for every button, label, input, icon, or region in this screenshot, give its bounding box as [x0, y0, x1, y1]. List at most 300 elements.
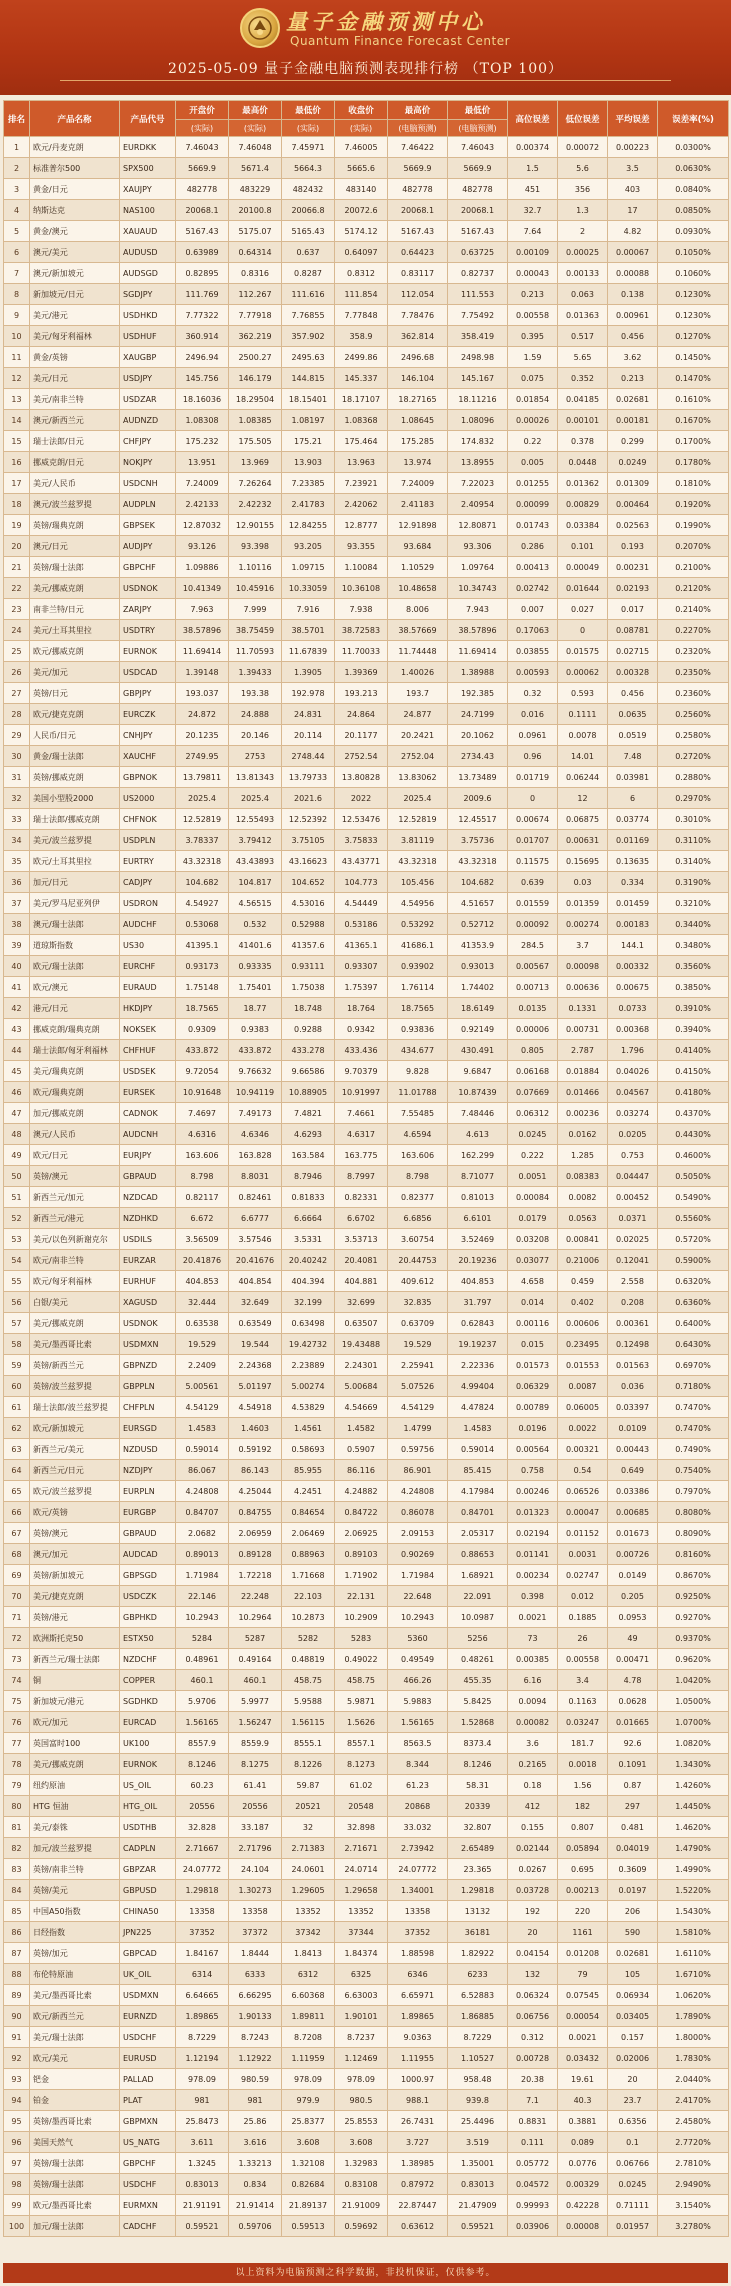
- cell-close: 25.8553: [335, 2111, 388, 2132]
- cell-pred-low: 4.99404: [448, 1376, 508, 1397]
- cell-avg-error: 0.6356: [608, 2111, 658, 2132]
- cell-product-code: CADPLN: [120, 1838, 176, 1859]
- cell-product-name: 美元/墨西哥比索: [30, 1985, 120, 2006]
- table-row: [4, 221, 729, 242]
- cell-low: 20066.8: [282, 200, 335, 221]
- cell-low-error: 5.6: [558, 158, 608, 179]
- cell-product-name: 欧元/土耳其里拉: [30, 851, 120, 872]
- cell-product-code: AUDCNH: [120, 1124, 176, 1145]
- cell-close: 10.91997: [335, 1082, 388, 1103]
- cell-pred-high: 1.11955: [388, 2048, 448, 2069]
- cell-product-name: 欧元/波兰兹罗提: [30, 1481, 120, 1502]
- cell-high: 20.146: [229, 725, 282, 746]
- cell-avg-error: 0.03405: [608, 2006, 658, 2027]
- cell-high: 61.41: [229, 1775, 282, 1796]
- cell-low: 0.58693: [282, 1439, 335, 1460]
- cell-product-code: EURCAD: [120, 1712, 176, 1733]
- cell-product-code: USDPLN: [120, 830, 176, 851]
- cell-low: 404.394: [282, 1271, 335, 1292]
- cell-high-error: 0.155: [508, 1817, 558, 1838]
- table-row: [4, 851, 729, 872]
- table-row: [4, 1271, 729, 1292]
- cell-rank: 3: [4, 179, 30, 200]
- cell-low-error: 220: [558, 1901, 608, 1922]
- cell-low: 38.5701: [282, 620, 335, 641]
- cell-close: 1.29658: [335, 1880, 388, 1901]
- cell-close: 483140: [335, 179, 388, 200]
- cell-low-error: 0.01208: [558, 1943, 608, 1964]
- table-row: [4, 1376, 729, 1397]
- table-row: [4, 410, 729, 431]
- cell-high: 1.10116: [229, 557, 282, 578]
- table-row: [4, 683, 729, 704]
- cell-high: 37372: [229, 1922, 282, 1943]
- cell-low: 2.23889: [282, 1355, 335, 1376]
- table-row: [4, 641, 729, 662]
- cell-low-error: 0.01575: [558, 641, 608, 662]
- cell-error-rate: 0.8090%: [658, 1523, 729, 1544]
- cell-low-error: 0.089: [558, 2132, 608, 2153]
- cell-open: 4.54129: [176, 1397, 229, 1418]
- cell-product-name: 新西兰元/加元: [30, 1187, 120, 1208]
- cell-avg-error: 4.78: [608, 1670, 658, 1691]
- cell-product-code: GBPMXN: [120, 2111, 176, 2132]
- cell-high-error: 0.07669: [508, 1082, 558, 1103]
- table-row: [4, 1775, 729, 1796]
- cell-pred-high: 5360: [388, 1628, 448, 1649]
- cell-pred-low: 430.491: [448, 1040, 508, 1061]
- cell-high-error: 0.01141: [508, 1544, 558, 1565]
- cell-open: 1.56165: [176, 1712, 229, 1733]
- table-row: [4, 1796, 729, 1817]
- cell-avg-error: 0.00961: [608, 305, 658, 326]
- cell-close: 18.764: [335, 998, 388, 1019]
- cell-avg-error: 0.208: [608, 1292, 658, 1313]
- cell-high-error: 132: [508, 1964, 558, 1985]
- cell-rank: 54: [4, 1250, 30, 1271]
- cell-pred-low: 10.34743: [448, 578, 508, 599]
- cell-pred-low: 6233: [448, 1964, 508, 1985]
- cell-open: 0.48961: [176, 1649, 229, 1670]
- cell-open: 11.69414: [176, 641, 229, 662]
- cell-open: 38.57896: [176, 620, 229, 641]
- cell-product-name: 美元/泰铢: [30, 1817, 120, 1838]
- cell-rank: 80: [4, 1796, 30, 1817]
- cell-high-error: 0.00789: [508, 1397, 558, 1418]
- cell-pred-low: 0.88653: [448, 1544, 508, 1565]
- cell-pred-low: 0.84701: [448, 1502, 508, 1523]
- cell-product-code: UK100: [120, 1733, 176, 1754]
- cell-high-error: 0.02194: [508, 1523, 558, 1544]
- cell-open: 2025.4: [176, 788, 229, 809]
- cell-high: 0.64314: [229, 242, 282, 263]
- table-row: [4, 1754, 729, 1775]
- cell-avg-error: 0.00685: [608, 1502, 658, 1523]
- cell-open: 24.872: [176, 704, 229, 725]
- cell-close: 0.9342: [335, 1019, 388, 1040]
- cell-open: 25.8473: [176, 2111, 229, 2132]
- cell-close: 12.53476: [335, 809, 388, 830]
- cell-rank: 9: [4, 305, 30, 326]
- cell-product-name: 加元/挪威克朗: [30, 1103, 120, 1124]
- cell-pred-high: 7.24009: [388, 473, 448, 494]
- cell-pred-high: 20.44753: [388, 1250, 448, 1271]
- cell-product-name: 挪威克朗/瑞典克朗: [30, 1019, 120, 1040]
- cell-high: 2.06959: [229, 1523, 282, 1544]
- cell-product-code: XAUCHF: [120, 746, 176, 767]
- cell-avg-error: 0.00231: [608, 557, 658, 578]
- cell-low-error: 0.0082: [558, 1187, 608, 1208]
- table-row: [4, 1859, 729, 1880]
- cell-error-rate: 0.7490%: [658, 1439, 729, 1460]
- cell-rank: 39: [4, 935, 30, 956]
- cell-product-code: AUDNZD: [120, 410, 176, 431]
- cell-rank: 70: [4, 1586, 30, 1607]
- cell-pred-low: 4.613: [448, 1124, 508, 1145]
- cell-close: 7.938: [335, 599, 388, 620]
- cell-product-code: EURHUF: [120, 1271, 176, 1292]
- cell-product-name: 英镑/瑞典克朗: [30, 515, 120, 536]
- cell-low-error: 0.08383: [558, 1166, 608, 1187]
- cell-rank: 11: [4, 347, 30, 368]
- cell-close: 0.8312: [335, 263, 388, 284]
- cell-error-rate: 0.2070%: [658, 536, 729, 557]
- cell-high-error: 1.59: [508, 347, 558, 368]
- cell-close: 433.436: [335, 1040, 388, 1061]
- cell-low-error: 0.00062: [558, 662, 608, 683]
- cell-pred-low: 958.48: [448, 2069, 508, 2090]
- cell-high: 20556: [229, 1796, 282, 1817]
- cell-pred-high: 105.456: [388, 872, 448, 893]
- cell-avg-error: 0.0109: [608, 1418, 658, 1439]
- cell-open: 360.914: [176, 326, 229, 347]
- cell-open: 13358: [176, 1901, 229, 1922]
- cell-pred-high: 13.974: [388, 452, 448, 473]
- cell-close: 1.84374: [335, 1943, 388, 1964]
- cell-high: 19.544: [229, 1334, 282, 1355]
- cell-avg-error: 0.00464: [608, 494, 658, 515]
- table-row: [4, 956, 729, 977]
- cell-high-error: 0.00099: [508, 494, 558, 515]
- cell-product-name: 欧元/瑞典克朗: [30, 1082, 120, 1103]
- cell-rank: 44: [4, 1040, 30, 1061]
- cell-close: 458.75: [335, 1670, 388, 1691]
- cell-pred-high: 93.684: [388, 536, 448, 557]
- cell-close: 0.63507: [335, 1313, 388, 1334]
- cell-avg-error: 0.00067: [608, 242, 658, 263]
- cell-product-code: USDNOK: [120, 1313, 176, 1334]
- cell-high: 2753: [229, 746, 282, 767]
- cell-avg-error: 0.0953: [608, 1607, 658, 1628]
- cell-product-code: US_OIL: [120, 1775, 176, 1796]
- cell-close: 0.59692: [335, 2216, 388, 2237]
- cell-rank: 69: [4, 1565, 30, 1586]
- cell-high: 1.39433: [229, 662, 282, 683]
- cell-product-code: USDCAD: [120, 662, 176, 683]
- cell-rank: 32: [4, 788, 30, 809]
- cell-product-code: XAUAUD: [120, 221, 176, 242]
- cell-high-error: 0.00092: [508, 914, 558, 935]
- cell-avg-error: 0.1091: [608, 1754, 658, 1775]
- cell-product-code: NZDCAD: [120, 1187, 176, 1208]
- cell-low-error: 0.07545: [558, 1985, 608, 2006]
- cell-pred-high: 22.87447: [388, 2195, 448, 2216]
- cell-error-rate: 0.7970%: [658, 1481, 729, 1502]
- cell-high: 24.104: [229, 1859, 282, 1880]
- cell-pred-high: 33.032: [388, 1817, 448, 1838]
- cell-rank: 58: [4, 1334, 30, 1355]
- cell-low: 0.52988: [282, 914, 335, 935]
- cell-open: 8.7229: [176, 2027, 229, 2048]
- cell-rank: 59: [4, 1355, 30, 1376]
- cell-product-code: EURCHF: [120, 956, 176, 977]
- cell-pred-high: 1.76114: [388, 977, 448, 998]
- cell-product-name: 美元/人民币: [30, 473, 120, 494]
- cell-pred-low: 145.167: [448, 368, 508, 389]
- cell-avg-error: 0.649: [608, 1460, 658, 1481]
- cell-high: 13.969: [229, 452, 282, 473]
- cell-rank: 57: [4, 1313, 30, 1334]
- cell-product-name: 日经指数: [30, 1922, 120, 1943]
- cell-product-code: NZDCHF: [120, 1649, 176, 1670]
- cell-high: 0.89128: [229, 1544, 282, 1565]
- cell-product-name: 英镑/日元: [30, 683, 120, 704]
- cell-high-error: 0.007: [508, 599, 558, 620]
- cell-high-error: 0.06329: [508, 1376, 558, 1397]
- cell-product-name: 加元/瑞士法郎: [30, 2216, 120, 2237]
- cell-close: 11.70033: [335, 641, 388, 662]
- cell-close: 1.90101: [335, 2006, 388, 2027]
- cell-close: 0.82331: [335, 1187, 388, 1208]
- cell-high: 10.2964: [229, 1607, 282, 1628]
- cell-close: 61.02: [335, 1775, 388, 1796]
- cell-pred-high: 20868: [388, 1796, 448, 1817]
- cell-high: 1.12922: [229, 2048, 282, 2069]
- cell-error-rate: 0.1450%: [658, 347, 729, 368]
- cell-high-error: 0.17063: [508, 620, 558, 641]
- header-banner: [0, 0, 731, 95]
- cell-open: 43.32318: [176, 851, 229, 872]
- cell-avg-error: 0.03274: [608, 1103, 658, 1124]
- cell-rank: 96: [4, 2132, 30, 2153]
- cell-high: 3.79412: [229, 830, 282, 851]
- cell-low: 43.16623: [282, 851, 335, 872]
- table-row: [4, 914, 729, 935]
- cell-high: 32.649: [229, 1292, 282, 1313]
- cell-product-name: 欧元/澳元: [30, 977, 120, 998]
- cell-open: 1.39148: [176, 662, 229, 683]
- cell-close: 2499.86: [335, 347, 388, 368]
- cell-low: 10.2873: [282, 1607, 335, 1628]
- cell-pred-high: 3.727: [388, 2132, 448, 2153]
- cell-product-name: 铂金: [30, 2090, 120, 2111]
- cell-low-error: 0.0776: [558, 2153, 608, 2174]
- table-row: [4, 1733, 729, 1754]
- cell-high: 5.01197: [229, 1376, 282, 1397]
- cell-close: 5.00684: [335, 1376, 388, 1397]
- cell-high: 43.43893: [229, 851, 282, 872]
- cell-pred-high: 163.606: [388, 1145, 448, 1166]
- cell-low-error: 0.01644: [558, 578, 608, 599]
- cell-pred-low: 0.82737: [448, 263, 508, 284]
- cell-pred-low: 111.553: [448, 284, 508, 305]
- cell-high-error: 0.00043: [508, 263, 558, 284]
- cell-low: 6.60368: [282, 1985, 335, 2006]
- cell-rank: 2: [4, 158, 30, 179]
- header-low-error: 低位误差: [558, 101, 608, 137]
- cell-product-code: CNHJPY: [120, 725, 176, 746]
- cell-close: 5174.12: [335, 221, 388, 242]
- cell-error-rate: 1.7890%: [658, 2006, 729, 2027]
- cell-open: 10.2943: [176, 1607, 229, 1628]
- cell-avg-error: 4.82: [608, 221, 658, 242]
- cell-avg-error: 0.00443: [608, 1439, 658, 1460]
- cell-product-code: UK_OIL: [120, 1964, 176, 1985]
- cell-open: 482778: [176, 179, 229, 200]
- cell-high: 10.94119: [229, 1082, 282, 1103]
- table-row: [4, 1817, 729, 1838]
- cell-product-code: USDRON: [120, 893, 176, 914]
- cell-avg-error: 0.02715: [608, 641, 658, 662]
- cell-high-error: 0.639: [508, 872, 558, 893]
- cell-high-error: 284.5: [508, 935, 558, 956]
- cell-open: 2496.94: [176, 347, 229, 368]
- cell-error-rate: 0.0930%: [658, 221, 729, 242]
- cell-error-rate: 0.1230%: [658, 284, 729, 305]
- cell-error-rate: 1.3430%: [658, 1754, 729, 1775]
- cell-avg-error: 0.71111: [608, 2195, 658, 2216]
- cell-pred-low: 1.08096: [448, 410, 508, 431]
- cell-pred-high: 3.60754: [388, 1229, 448, 1250]
- cell-high: 5671.4: [229, 158, 282, 179]
- table-row: [4, 2153, 729, 2174]
- cell-error-rate: 0.6360%: [658, 1292, 729, 1313]
- cell-close: 2.42062: [335, 494, 388, 515]
- cell-low-error: 0.101: [558, 536, 608, 557]
- cell-low-error: 0.3881: [558, 2111, 608, 2132]
- cell-avg-error: 0.481: [608, 1817, 658, 1838]
- cell-high: 93.398: [229, 536, 282, 557]
- cell-product-name: 英镑/澳元: [30, 1166, 120, 1187]
- table-row: [4, 2069, 729, 2090]
- cell-avg-error: 0.02006: [608, 2048, 658, 2069]
- cell-low: 5282: [282, 1628, 335, 1649]
- cell-product-name: 欧元/加元: [30, 1712, 120, 1733]
- cell-product-name: 新加坡元/日元: [30, 284, 120, 305]
- cell-product-code: GBPNOK: [120, 767, 176, 788]
- cell-low: 7.76855: [282, 305, 335, 326]
- cell-high-error: 0.00567: [508, 956, 558, 977]
- table-row: [4, 1502, 729, 1523]
- cell-pred-high: 466.26: [388, 1670, 448, 1691]
- cell-rank: 86: [4, 1922, 30, 1943]
- cell-product-code: EURNOK: [120, 641, 176, 662]
- table-row: [4, 830, 729, 851]
- table-row: [4, 872, 729, 893]
- cell-pred-high: 1.08645: [388, 410, 448, 431]
- cell-low: 192.978: [282, 683, 335, 704]
- cell-low: 1.56115: [282, 1712, 335, 1733]
- cell-high-error: 0.213: [508, 284, 558, 305]
- cell-high: 8.8031: [229, 1166, 282, 1187]
- cell-pred-high: 41686.1: [388, 935, 448, 956]
- cell-close: 18.17107: [335, 389, 388, 410]
- cell-error-rate: 0.9620%: [658, 1649, 729, 1670]
- cell-open: 0.9309: [176, 1019, 229, 1040]
- cell-high-error: 0.0094: [508, 1691, 558, 1712]
- cell-error-rate: 1.0700%: [658, 1712, 729, 1733]
- cell-error-rate: 0.0300%: [658, 137, 729, 158]
- cell-low-error: 0.0022: [558, 1418, 608, 1439]
- cell-product-name: 澳元/新西兰元: [30, 410, 120, 431]
- cell-high-error: 0.03077: [508, 1250, 558, 1271]
- cell-open: 21.91191: [176, 2195, 229, 2216]
- cell-rank: 50: [4, 1166, 30, 1187]
- cell-close: 8.7237: [335, 2027, 388, 2048]
- cell-rank: 33: [4, 809, 30, 830]
- cell-pred-high: 409.612: [388, 1271, 448, 1292]
- cell-low: 11.67839: [282, 641, 335, 662]
- cell-avg-error: 0.01309: [608, 473, 658, 494]
- cell-open: 2749.95: [176, 746, 229, 767]
- cell-close: 3.608: [335, 2132, 388, 2153]
- cell-pred-high: 11.74448: [388, 641, 448, 662]
- cell-pred-high: 0.93836: [388, 1019, 448, 1040]
- cell-high-error: 0.02742: [508, 578, 558, 599]
- cell-open: 7.46043: [176, 137, 229, 158]
- cell-high-error: 0.01573: [508, 1355, 558, 1376]
- cell-pred-low: 1.68921: [448, 1565, 508, 1586]
- cell-pred-low: 0.63725: [448, 242, 508, 263]
- cell-close: 4.54449: [335, 893, 388, 914]
- cell-high-error: 0.00082: [508, 1712, 558, 1733]
- cell-pred-high: 13.83062: [388, 767, 448, 788]
- cell-pred-low: 0.83013: [448, 2174, 508, 2195]
- cell-open: 1.84167: [176, 1943, 229, 1964]
- cell-pred-low: 12.45517: [448, 809, 508, 830]
- cell-rank: 100: [4, 2216, 30, 2237]
- cell-error-rate: 0.0850%: [658, 200, 729, 221]
- cell-high-error: 0.22: [508, 431, 558, 452]
- cell-error-rate: 0.2350%: [658, 662, 729, 683]
- cell-pred-high: 0.86078: [388, 1502, 448, 1523]
- cell-avg-error: 3.5: [608, 158, 658, 179]
- cell-pred-low: 1.86885: [448, 2006, 508, 2027]
- table-row: [4, 305, 729, 326]
- cell-high-error: 0.005: [508, 452, 558, 473]
- cell-high: 0.834: [229, 2174, 282, 2195]
- cell-product-code: NAS100: [120, 200, 176, 221]
- header-product-name: 产品名称: [30, 101, 120, 137]
- cell-open: 433.872: [176, 1040, 229, 1061]
- cell-error-rate: 0.4370%: [658, 1103, 729, 1124]
- cell-pred-high: 4.54129: [388, 1397, 448, 1418]
- cell-pred-high: 4.54956: [388, 893, 448, 914]
- cell-low: 979.9: [282, 2090, 335, 2111]
- cell-pred-low: 404.853: [448, 1271, 508, 1292]
- cell-open: 6.64665: [176, 1985, 229, 2006]
- cell-pred-high: 0.63709: [388, 1313, 448, 1334]
- cell-open: 7.4697: [176, 1103, 229, 1124]
- cell-product-code: NZDUSD: [120, 1439, 176, 1460]
- cell-open: 10.41349: [176, 578, 229, 599]
- table-row: [4, 431, 729, 452]
- cell-pred-low: 85.415: [448, 1460, 508, 1481]
- cell-low-error: 0.03432: [558, 2048, 608, 2069]
- cell-error-rate: 0.9250%: [658, 1586, 729, 1607]
- cell-pred-low: 8.71077: [448, 1166, 508, 1187]
- cell-pred-high: 0.49549: [388, 1649, 448, 1670]
